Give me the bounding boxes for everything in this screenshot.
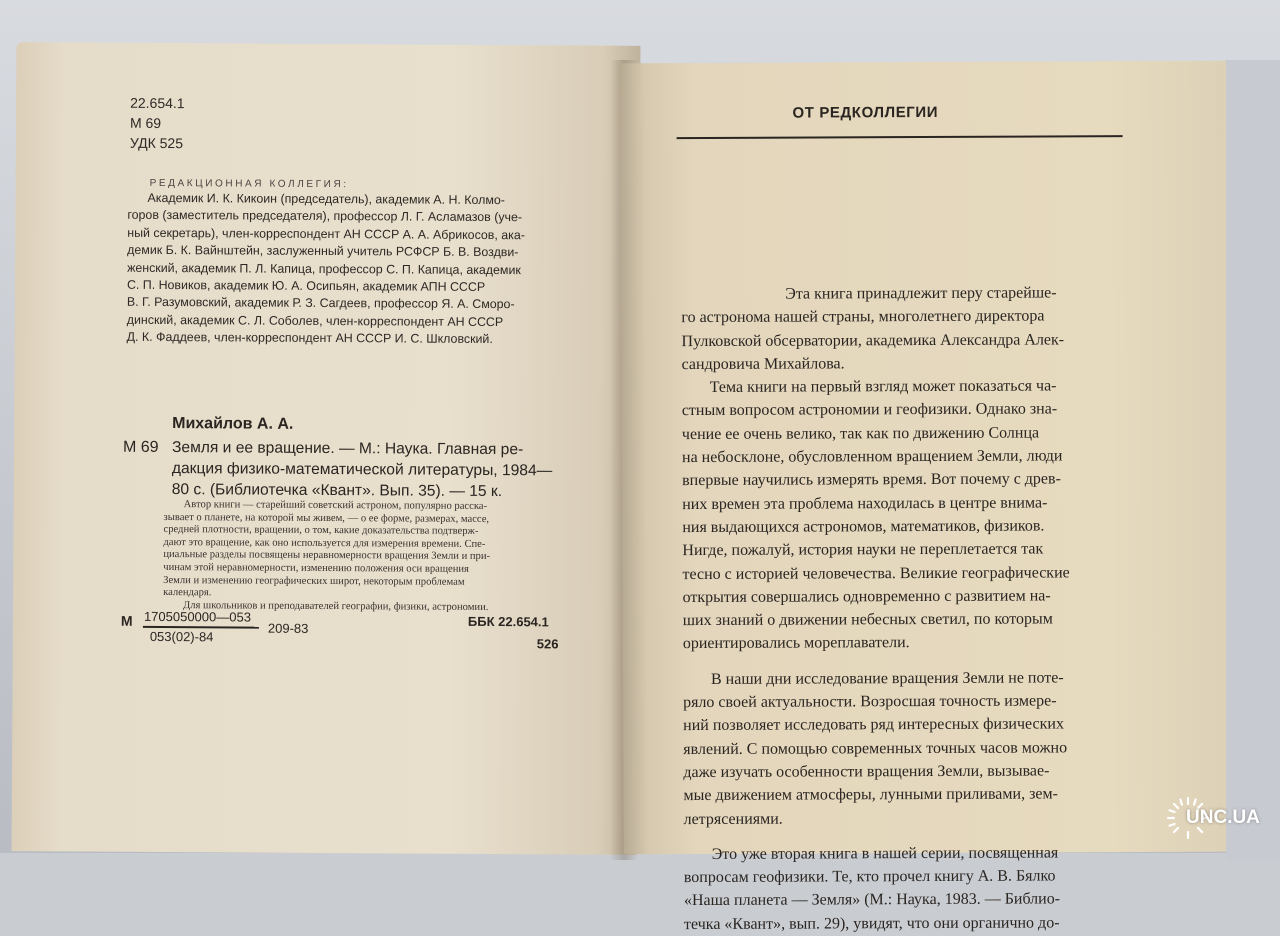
- text-line: течка «Квант», вып. 29), увидят, что они органично до-: [683, 914, 1060, 933]
- text-line: них времен эта проблема находилась в центре внима-: [682, 494, 1048, 513]
- editorial-board-heading: РЕДАКЦИОННАЯ КОЛЛЕГИЯ:: [149, 177, 349, 191]
- paragraph: [683, 666, 1174, 831]
- text-line: Тема книги на первый взгляд может показаться ча-: [709, 377, 1057, 397]
- board-line: Д. К. Фаддеев, член-корреспондент АН СССР И. С. Шкловский.: [126, 330, 493, 347]
- table-edge: [1226, 60, 1280, 860]
- call-number: М 69: [122, 438, 159, 456]
- annotation-line: дают это вращение, как оно используется для измерения времени. Спе-: [163, 536, 486, 550]
- text-line: летрясениями.: [683, 810, 783, 828]
- book-author: Михайлов А. А.: [172, 415, 294, 433]
- text-line: мые движением атмосферы, лунными приливами, зем-: [683, 785, 1058, 805]
- author-sign: М 69: [129, 114, 162, 131]
- text-line: сандровича Михайлова.: [681, 355, 845, 373]
- text-line: чение ее очень велико, так как по движению Солнца: [681, 424, 1040, 443]
- text-line: тесно с историей человечества. Великие географические: [682, 563, 1070, 583]
- book-annotation: [163, 499, 604, 615]
- watermark: [1166, 792, 1274, 844]
- foreword-text: [681, 281, 1174, 936]
- text-line: Нигде, пожалуй, история науки не переплетается так: [682, 540, 1044, 560]
- annotation-line: чинам этой неравномерности, изменению положения оси вращения: [163, 561, 469, 575]
- left-page: [12, 42, 641, 855]
- text-line: ния выдающихся астрономов, математиков, физиков.: [682, 517, 1045, 537]
- board-line: В. Г. Разумовский, академик Р. З. Сагдеев, профессор Я. А. Сморо-: [126, 295, 515, 312]
- fraction-prefix: М: [120, 612, 133, 629]
- text-line: ний позволяет исследовать ряд интересных физических: [683, 715, 1064, 735]
- text-line: ших знаний о движении небесных светил, по которым: [682, 610, 1053, 630]
- board-line: Академик И. К. Кикоин (председатель), академик А. Н. Колмо-: [147, 190, 505, 208]
- bibliographic-description: [172, 437, 553, 502]
- text-line: явлений. С помощью современных точных часов можно: [683, 739, 1068, 758]
- board-line: ный секретарь), член-корреспондент АН СССР А. А. Абрикосов, ака-: [127, 225, 525, 243]
- annotation-line: Для школьников и преподавателей географии, физики, астрономии.: [183, 599, 489, 613]
- paragraph: [684, 841, 1174, 936]
- bbk-label: ББК 22.654.1: [467, 613, 549, 630]
- text-line: Пулковской обсерватории, академика Александра Алек-: [681, 330, 1065, 350]
- fraction-suffix: 209-83: [267, 620, 309, 636]
- board-line: динский, академик С. Л. Соболев, член-корреспондент АН СССР: [126, 312, 504, 329]
- board-line: женский, академик П. Л. Капица, профессор С. П. Капица, академик: [127, 260, 521, 277]
- text-line: на небосклоне, обусловленном вращением Земли, люди: [681, 447, 1063, 467]
- text-line: впервые научились измерять время. Вот почему с древ-: [682, 470, 1061, 490]
- editorial-board-list: [127, 190, 610, 350]
- fraction-numerator: 1705050000—053: [143, 608, 252, 625]
- right-page: [620, 61, 1233, 933]
- paragraph: [682, 374, 1173, 656]
- text-line: В наши дни исследование вращения Земли не поте-: [710, 669, 1064, 688]
- fraction-denominator: 053(02)-84: [149, 628, 214, 645]
- board-line: демик Б. К. Вайнштейн, заслуженный учитель РСФСР Б. В. Воздви-: [127, 243, 519, 260]
- udc-code: УДК 525: [129, 134, 184, 152]
- annotation-line: Автор книги — старейший советский астроном, популярно расска-: [183, 499, 488, 512]
- title-divider: [677, 135, 1123, 138]
- section-title: ОТ РЕДКОЛЛЕГИИ: [792, 103, 939, 122]
- bbk-code: 22.654.1: [130, 94, 185, 112]
- text-line: стным вопросом астрономии и геофизики. Однако зна-: [681, 400, 1058, 420]
- biblio-line: Земля и ее вращение. — М.: Наука. Главная ре-: [171, 439, 524, 459]
- text-line: ориентировались мореплаватели.: [682, 634, 910, 653]
- text-line: открытия совершались одновременно с развитием на-: [682, 587, 1051, 606]
- board-line: С. П. Новиков, академик Ю. А. Осипьян, академик АПН СССР: [126, 277, 486, 295]
- text-line: го астронома нашей страны, многолетнего директора: [681, 307, 1045, 327]
- fraction-bar: [143, 626, 259, 628]
- annotation-line: календаря.: [163, 587, 212, 599]
- bbk-number: 526: [536, 636, 559, 652]
- watermark-text: UNC.UA: [1186, 807, 1260, 828]
- text-line: даже изучать особенности вращения Земли, вызывае-: [683, 762, 1050, 782]
- text-line: ряло своей актуальности. Возросшая точность измере-: [683, 692, 1057, 712]
- text-line: «Наша планета — Земля» (М.: Наука, 1983. — Библио-: [683, 890, 1061, 910]
- annotation-line: средней плотности, вращении, о том, какие доказательства подтверж-: [163, 524, 479, 538]
- text-line: Это уже вторая книга в нашей серии, посвященная: [711, 844, 1059, 863]
- paragraph: [681, 281, 1171, 376]
- biblio-line: 80 с. (Библиотечка «Квант». Вып. 35). — 15 к.: [171, 481, 503, 501]
- classification-codes: [130, 93, 185, 153]
- annotation-line: Земли и изменению географических широт, некоторым проблемам: [163, 574, 465, 588]
- text-line: Эта книга принадлежит перу старейше-: [785, 284, 1057, 303]
- board-line: горов (заместитель председателя), профессор Л. Г. Асламазов (уче-: [127, 208, 523, 225]
- text-line: вопросам геофизики. Те, кто прочел книгу А. В. Бялко: [683, 867, 1056, 887]
- biblio-line: дакция физико-математической литературы, 1984—: [171, 460, 553, 480]
- annotation-line: зывает о планете, на которой мы живем, — о ее форме, размерах, массе,: [163, 511, 490, 525]
- annotation-line: циальные разделы посвящены неравномерности вращения Земли и при-: [163, 549, 491, 563]
